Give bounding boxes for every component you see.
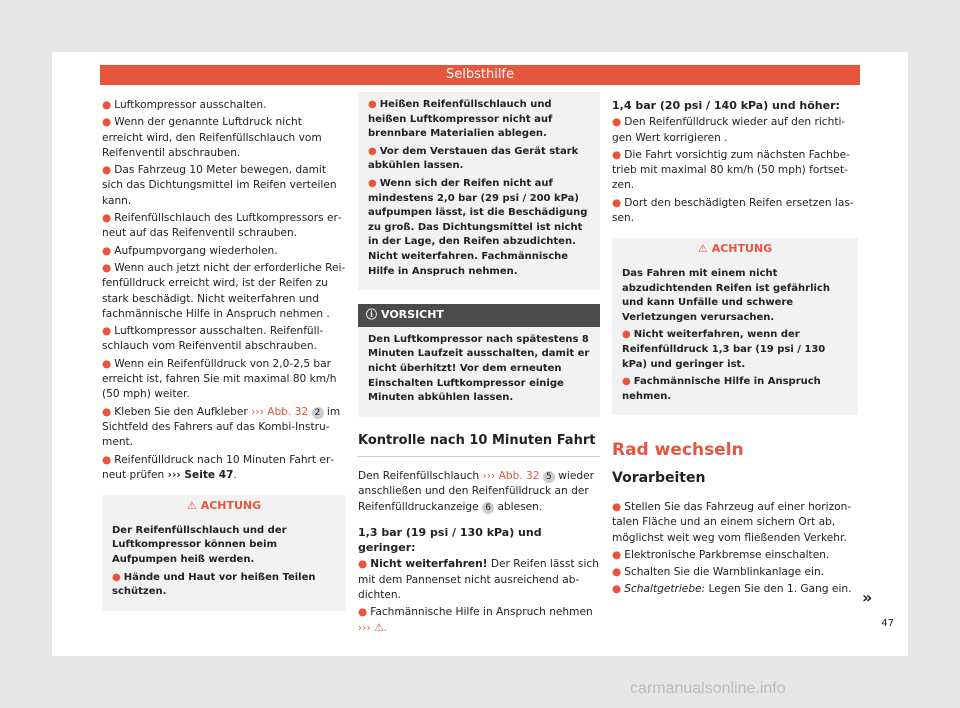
subheading: 1,3 bar (19 psi / 130 kPa) und geringer: [358,525,542,555]
caution-title: VORSICHT [381,308,444,322]
subheading: 1,4 bar (20 psi / 140 kPa) und höher: [612,99,840,112]
warning-title: ACHTUNG [200,499,262,513]
section-heading: Kontrolle nach 10 Minuten Fahrt [358,432,596,448]
list-item: ● Den Reifenfülldruck wieder auf den richtigen Wert korrigieren . [612,116,846,144]
list-item: ● Nicht weiterfahren! Der Reifen lässt sich mit dem Pannenset nicht ausreichend abdichten. [358,558,599,602]
warning-bullet: ● Vor dem Verstauen das Gerät stark abkühlen lassen. [368,145,579,172]
continue-marker: » [862,588,873,607]
list-item: ● Reifenfüllschlauch des Luftkompressors erneut auf das Reifenventil schrauben. [102,212,342,240]
warning-text: Das Fahren mit einem nicht abzudichtenden Reifen ist gefährlich und kann Unfälle und schwere Verletzungen verursachen. [622,267,830,323]
warning-title: ACHTUNG [711,242,773,256]
callout-number: 6 [482,502,494,514]
column-3 [612,98,858,600]
list-item: ● Elektronische Parkbremse einschalten. [612,548,830,561]
warning-bullet: ● Wenn sich der Reifen nicht auf mindestens 2,0 bar (29 psi / 200 kPa) aufpumpen lässt, ist die Beschädigung zu groß. Das Dichtungsmittel ist nicht in der Lage, den Reifen abzudichten. Nicht weiterfahren. Fachmännische Hilfe in Anspruch nehmen. [368,177,588,277]
list-item: ● Kleben Sie den Aufkleber ››› Abb. 32 2 im Sichtfeld des Fahrers auf das Kombi-Instrument. [102,405,341,449]
warning-bullet: ● Nicht weiterfahren, wenn der Reifenfülldruck 1,3 bar (19 psi / 130 kPa) und geringer ist. [622,329,826,370]
list-item: ● Aufpumpvorgang wiederholen. [102,244,278,257]
list-item: ● Schaltgetriebe: Legen Sie den 1. Gang ein. [612,583,852,596]
warning-icon: ⚠ [186,499,197,513]
warning-bullet: ● Fachmännische Hilfe in Anspruch nehmen. [622,376,821,402]
list-item: ● Reifenfülldruck nach 10 Minuten Fahrt erneut prüfen ››› Seite 47. [102,453,335,481]
page-number: 47 [881,618,894,629]
list-item: ● Wenn ein Reifenfülldruck von 2,0-2,5 bar erreicht ist, fahren Sie mit maximal 80 km/h (50 mph) weiter. [102,357,337,401]
column-2 [358,92,600,638]
figure-link[interactable]: ››› Abb. 32 [482,469,540,482]
list-item: ● Luftkompressor ausschalten. Reifenfüllschlauch vom Reifenventil abschrauben. [102,325,324,353]
section-heading: Vorarbeiten [612,469,706,486]
info-icon: ⓘ [366,308,377,322]
list-item: ● Schalten Sie die Warnblinkanlage ein. [612,566,825,579]
callout-number: 5 [543,471,555,483]
list-item: ● Luftkompressor ausschalten. [102,99,267,111]
list-item: ● Stellen Sie das Fahrzeug auf einer horizontalen Fläche und an einem sichern Ort ab, möglichst weit weg vom fließenden Verkehr. [612,500,852,544]
page-link[interactable]: ››› Seite 47 [167,468,234,481]
warning-icon: ⚠ [697,242,708,256]
paragraph: Den Reifenfüllschlauch ››› Abb. 32 5 wieder anschließen und den Reifenfülldruck an der Reifenfülldruckanzeige 6 ablesen. [358,469,594,513]
figure-link[interactable]: ››› Abb. 32 [251,405,309,418]
warning-bullet: ● Hände und Haut vor heißen Teilen schützen. [112,571,316,598]
warning-box [612,238,858,415]
warning-box-continued [358,92,600,290]
column-1 [102,98,346,611]
warning-box [102,495,346,611]
warning-text: Der Reifenfüllschlauch und der Luftkompressor können beim Aufpumpen heiß werden. [112,524,287,565]
callout-number: 2 [312,407,324,419]
warning-link[interactable]: ››› ⚠. [358,621,387,634]
warning-bullet: ● Heißen Reifenfüllschlauch und heißen Luftkompressor nicht auf brennbare Materialien ablegen. [368,99,553,140]
caution-box [358,304,600,417]
list-item: ● Fachmännische Hilfe in Anspruch nehmen ››› ⚠. [358,606,593,634]
list-item: ● Wenn der genannte Luftdruck nicht erreicht wird, den Reifenfüllschlauch vom Reifenventil abschrauben. [102,116,322,159]
list-item: ● Die Fahrt vorsichtig zum nächsten Fachbetrieb mit maximal 80 km/h (50 mph) fortsetzen. [612,148,850,192]
section-heading-wrap [358,433,600,457]
page-header: Selbsthilfe [100,65,860,85]
list-item: ● Wenn auch jetzt nicht der erforderliche Reifenfülldruck erreicht wird, ist der Reifen zu stark beschädigt. Nicht weiterfahren und fachmännische Hilfe in Anspruch nehmen . [102,261,346,320]
chapter-heading: Rad wechseln [612,440,744,461]
watermark: carmanualsonline.info [630,680,786,697]
caution-text: Den Luftkompressor nach spätestens 8 Minuten Laufzeit ausschalten, damit er nicht überhitzt! Vor dem erneuten Einschalten Luftkompressor einige Minuten abkühlen lassen. [368,333,590,404]
list-item: ● Das Fahrzeug 10 Meter bewegen, damit sich das Dichtungsmittel im Reifen verteilen kann. [102,164,337,207]
list-item: ● Dort den beschädigten Reifen ersetzen lassen. [612,196,854,225]
